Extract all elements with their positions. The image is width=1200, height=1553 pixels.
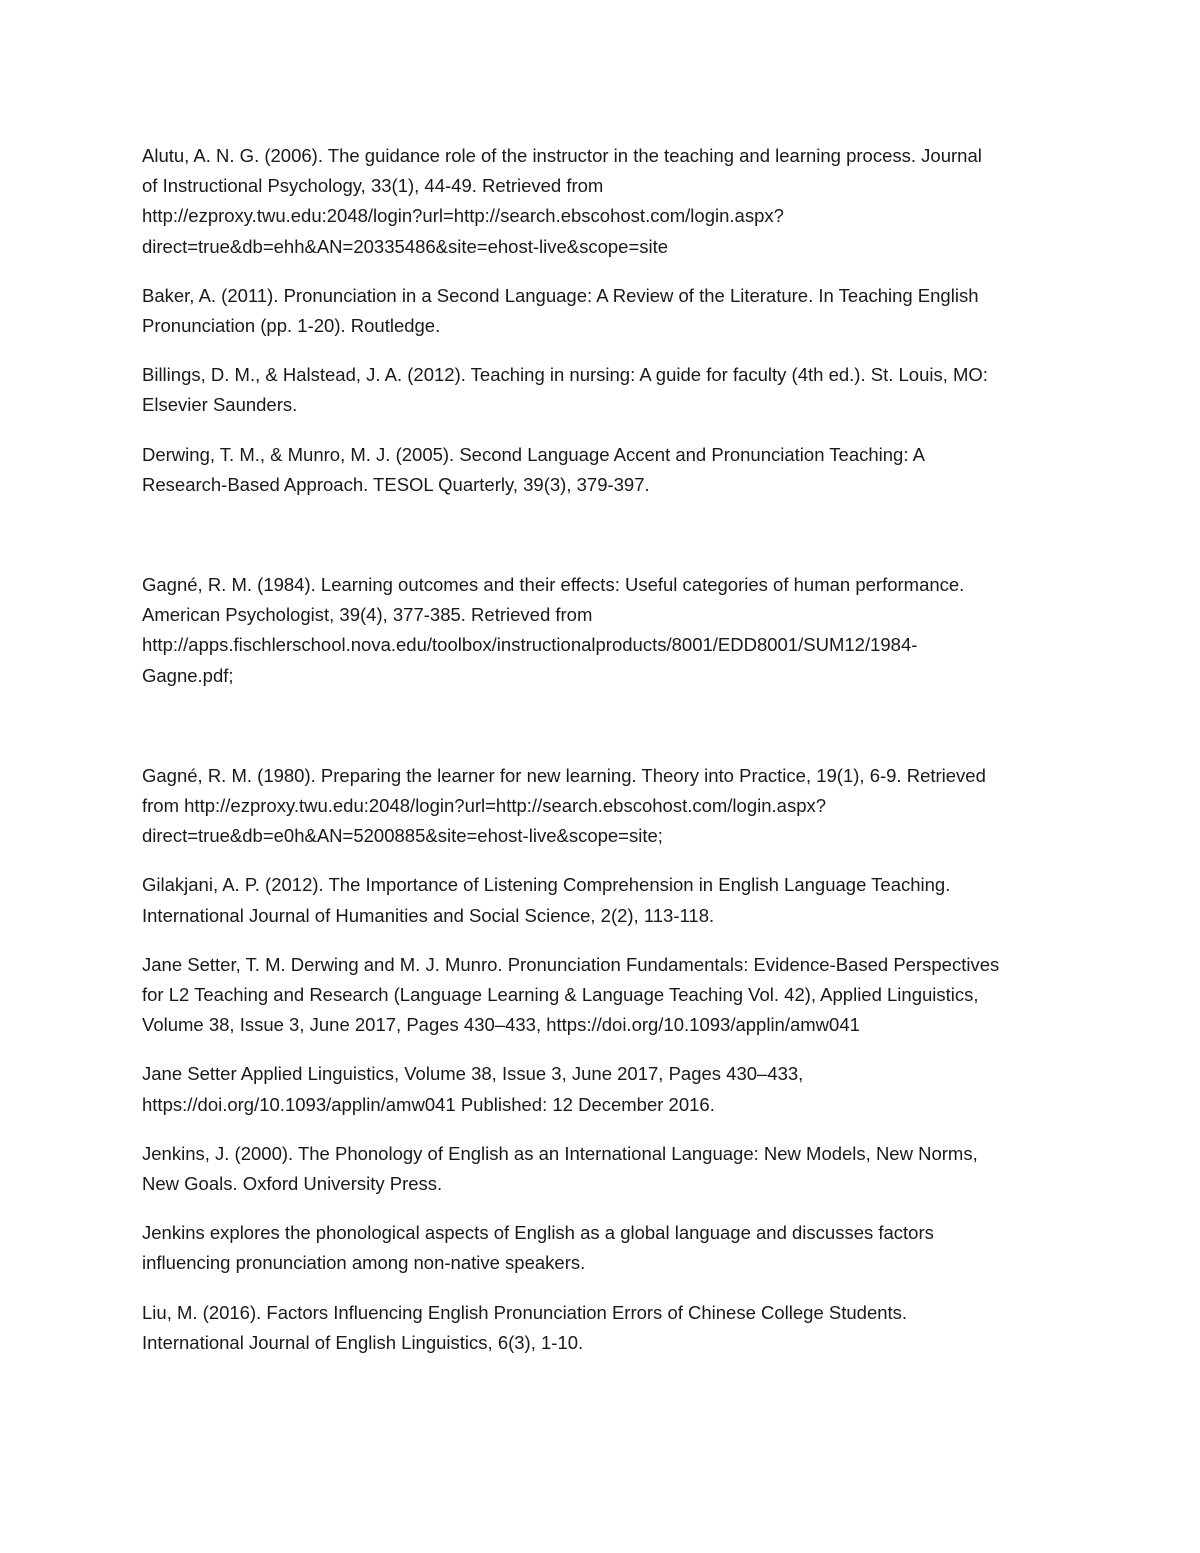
- reference-line: of Instructional Psychology, 33(1), 44-49. Retrieved from: [142, 175, 604, 197]
- reference-gagne-1984: [142, 570, 1062, 691]
- reference-line: Alutu, A. N. G. (2006). The guidance role of the instructor in the teaching and learning process. Journal: [142, 145, 982, 166]
- reference-line: Derwing, T. M., & Munro, M. J. (2005). Second Language Accent and Pronunciation Teaching: A: [142, 443, 925, 465]
- reference-line: International Journal of English Linguistics, 6(3), 1-10.: [142, 1331, 584, 1353]
- reference-url-line: from http://ezproxy.twu.edu:2048/login?url=http://search.ebscohost.com/login.aspx?: [142, 795, 827, 817]
- annotation-line: Jenkins explores the phonological aspects of English as a global language and discusses factors: [142, 1222, 934, 1244]
- reference-gilakjani-2012: [142, 870, 1062, 930]
- annotation-line: influencing pronunciation among non-native speakers.: [142, 1252, 586, 1274]
- reference-line: Jenkins, J. (2000). The Phonology of English as an International Language: New Models, New Norms,: [142, 1142, 978, 1164]
- reference-line: Baker, A. (2011). Pronunciation in a Second Language: A Review of the Literature. In Teaching English: [142, 284, 979, 306]
- reference-line: Gilakjani, A. P. (2012). The Importance of Listening Comprehension in English Language Teaching.: [142, 874, 951, 896]
- reference-url-line: direct=true&db=e0h&AN=5200885&site=ehost-live&scope=site;: [142, 825, 663, 847]
- reference-liu-2016: [142, 1298, 1062, 1358]
- reference-line: Volume 38, Issue 3, June 2017, Pages 430–433, https://doi.org/10.1093/applin/amw041: [142, 1014, 860, 1036]
- reference-setter-2017-b: [142, 1059, 1062, 1119]
- reference-line: https://doi.org/10.1093/applin/amw041 Published: 12 December 2016.: [142, 1093, 715, 1115]
- reference-gagne-1980: [142, 761, 1062, 852]
- reference-url-line: Gagne.pdf;: [142, 664, 234, 686]
- reference-line: Liu, M. (2016). Factors Influencing English Pronunciation Errors of Chinese College Students.: [142, 1301, 908, 1323]
- reference-url-line: http://ezproxy.twu.edu:2048/login?url=http://search.ebscohost.com/login.aspx?: [142, 205, 784, 227]
- reference-line: Elsevier Saunders.: [142, 394, 298, 416]
- reference-list: [142, 141, 1062, 1377]
- reference-line: Pronunciation (pp. 1-20). Routledge.: [142, 315, 441, 337]
- reference-line: American Psychologist, 39(4), 377-385. Retrieved from: [142, 604, 593, 626]
- reference-derwing-2005: [142, 440, 1062, 500]
- reference-jenkins-annotation: [142, 1218, 1062, 1278]
- reference-url-line: direct=true&db=ehh&AN=20335486&site=ehost-live&scope=site: [142, 235, 669, 257]
- reference-line: Jane Setter, T. M. Derwing and M. J. Munro. Pronunciation Fundamentals: Evidence-Based Perspectives: [142, 953, 1000, 975]
- reference-line: Gagné, R. M. (1980). Preparing the learner for new learning. Theory into Practice, 19(1), 6-9. Retrieved: [142, 764, 986, 786]
- reference-setter-2017-a: [142, 950, 1062, 1041]
- reference-line: for L2 Teaching and Research (Language Learning & Language Teaching Vol. 42), Applied Linguistics,: [142, 984, 979, 1006]
- reference-line: New Goals. Oxford University Press.: [142, 1173, 443, 1195]
- reference-baker-2011: [142, 281, 1062, 341]
- reference-line: Research-Based Approach. TESOL Quarterly, 39(3), 379-397.: [142, 473, 650, 495]
- reference-line: International Journal of Humanities and Social Science, 2(2), 113-118.: [142, 904, 715, 926]
- reference-billings-2012: [142, 360, 1062, 420]
- reference-url-line: http://apps.fischlerschool.nova.edu/toolbox/instructionalproducts/8001/EDD8001/SUM12/1984-: [142, 634, 918, 656]
- reference-jenkins-2000: [142, 1139, 1062, 1199]
- reference-line: Billings, D. M., & Halstead, J. A. (2012). Teaching in nursing: A guide for faculty (4th ed.). St. Louis, MO:: [142, 364, 988, 386]
- reference-line: Gagné, R. M. (1984). Learning outcomes and their effects: Useful categories of human performance.: [142, 574, 965, 596]
- reference-line: Jane Setter Applied Linguistics, Volume 38, Issue 3, June 2017, Pages 430–433,: [142, 1063, 804, 1085]
- reference-alutu-2006: [142, 141, 1062, 262]
